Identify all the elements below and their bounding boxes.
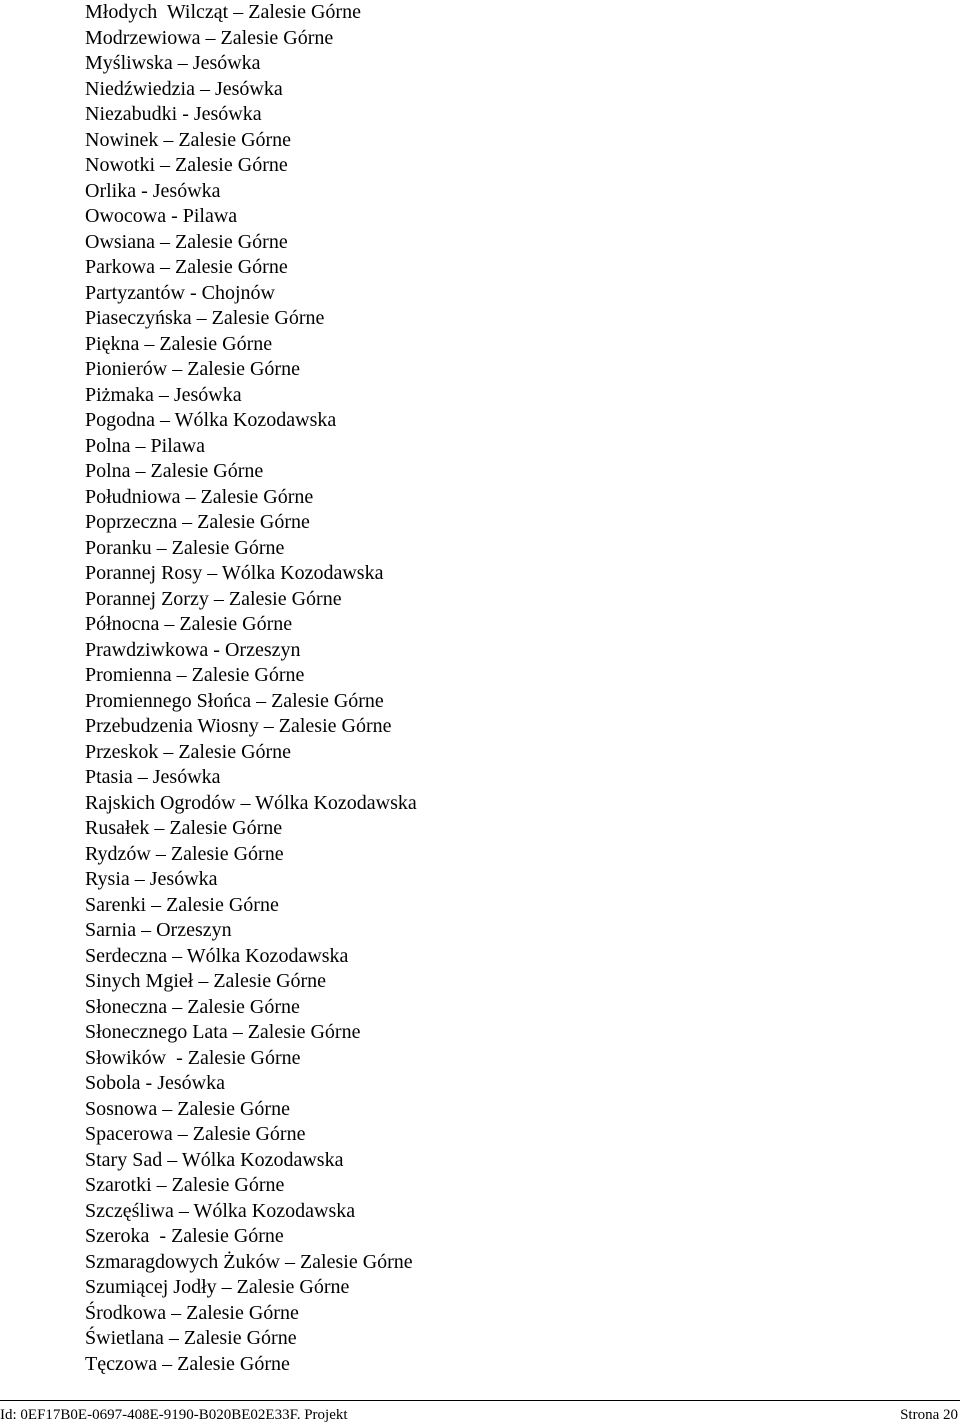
street-list-item: Parkowa – Zalesie Górne <box>85 256 288 278</box>
street-list-item: Szarotki – Zalesie Górne <box>85 1174 285 1196</box>
street-list-item: Przeskok – Zalesie Górne <box>85 740 292 763</box>
street-list-item: Świetlana – Zalesie Górne <box>85 1327 297 1349</box>
street-list-item: Piżmaka – Jesówka <box>85 383 242 406</box>
street-list-item: Prawdziwkowa - Orzeszyn <box>85 638 301 661</box>
street-list-item: Piękna – Zalesie Górne <box>85 332 273 355</box>
street-list-item: Spacerowa – Zalesie Górne <box>85 1123 306 1145</box>
street-list-item: Sinych Mgieł – Zalesie Górne <box>85 970 327 992</box>
street-list-item: Owsiana – Zalesie Górne <box>85 230 288 253</box>
street-list-item: Sarenki – Zalesie Górne <box>85 893 279 916</box>
street-list-item: Szeroka - Zalesie Górne <box>85 1225 284 1247</box>
street-list-item: Partyzantów - Chojnów <box>85 281 275 304</box>
street-list-item: Szczęśliwa – Wólka Kozodawska <box>85 1199 356 1222</box>
street-list-item: Pionierów – Zalesie Górne <box>85 358 300 380</box>
street-list-item: Szmaragdowych Żuków – Zalesie Górne <box>85 1250 413 1273</box>
street-list-item: Owocowa - Pilawa <box>85 205 238 227</box>
street-list-item: Przebudzenia Wiosny – Zalesie Górne <box>85 715 392 737</box>
street-list-item: Tęczowa – Zalesie Górne <box>85 1352 290 1375</box>
street-list-item: Niezabudki - Jesówka <box>85 103 262 125</box>
street-list-item: Słowików - Zalesie Górne <box>85 1046 301 1069</box>
footer-document-id: Id: 0EF17B0E-0697-408E-9190-B020BE02E33F. Projekt <box>0 1407 348 1423</box>
street-list-item: Rusałek – Zalesie Górne <box>85 817 283 839</box>
street-list-item: Nowinek – Zalesie Górne <box>85 128 292 151</box>
street-list-item: Pogodna – Wólka Kozodawska <box>85 409 337 431</box>
street-list-item: Rysia – Jesówka <box>85 868 218 890</box>
street-list-item: Słonecznego Lata – Zalesie Górne <box>85 1021 361 1043</box>
street-list-item: Promienna – Zalesie Górne <box>85 664 305 686</box>
street-list-item: Porannej Zorzy – Zalesie Górne <box>85 587 342 610</box>
street-list-item: Sosnowa – Zalesie Górne <box>85 1097 290 1120</box>
street-list-item: Porannej Rosy – Wólka Kozodawska <box>85 562 384 584</box>
street-list-item: Północna – Zalesie Górne <box>85 613 293 635</box>
street-list-item: Myśliwska – Jesówka <box>85 52 261 74</box>
street-list-item: Poprzeczna – Zalesie Górne <box>85 511 310 533</box>
street-list-item: Rydzów – Zalesie Górne <box>85 842 284 865</box>
street-list-item: Szumiącej Jodły – Zalesie Górne <box>85 1276 350 1298</box>
street-list-item: Rajskich Ogrodów – Wólka Kozodawska <box>85 791 417 814</box>
page-footer <box>0 1400 960 1425</box>
street-list-item: Piaseczyńska – Zalesie Górne <box>85 307 325 329</box>
street-list-item: Ptasia – Jesówka <box>85 766 221 788</box>
street-list-item: Słoneczna – Zalesie Górne <box>85 995 300 1018</box>
street-list-item: Modrzewiowa – Zalesie Górne <box>85 26 334 49</box>
street-list-item: Młodych Wilcząt – Zalesie Górne <box>85 1 361 23</box>
street-list-item: Sarnia – Orzeszyn <box>85 919 232 941</box>
street-list-item: Orlika - Jesówka <box>85 179 221 202</box>
street-list-item: Poranku – Zalesie Górne <box>85 536 285 559</box>
street-list-item: Sobola - Jesówka <box>85 1072 225 1094</box>
street-list-item: Nowotki – Zalesie Górne <box>85 154 288 176</box>
street-list-item: Stary Sad – Wólka Kozodawska <box>85 1148 344 1171</box>
street-list <box>85 0 417 1377</box>
street-list-item: Polna – Zalesie Górne <box>85 460 264 482</box>
street-list-item: Serdeczna – Wólka Kozodawska <box>85 944 349 967</box>
street-list-item: Południowa – Zalesie Górne <box>85 485 314 508</box>
street-list-item: Promiennego Słońca – Zalesie Górne <box>85 689 384 712</box>
street-list-item: Niedźwiedzia – Jesówka <box>85 77 283 100</box>
street-list-item: Środkowa – Zalesie Górne <box>85 1301 299 1324</box>
footer-page-number: Strona 20 <box>900 1407 958 1423</box>
street-list-item: Polna – Pilawa <box>85 434 205 457</box>
